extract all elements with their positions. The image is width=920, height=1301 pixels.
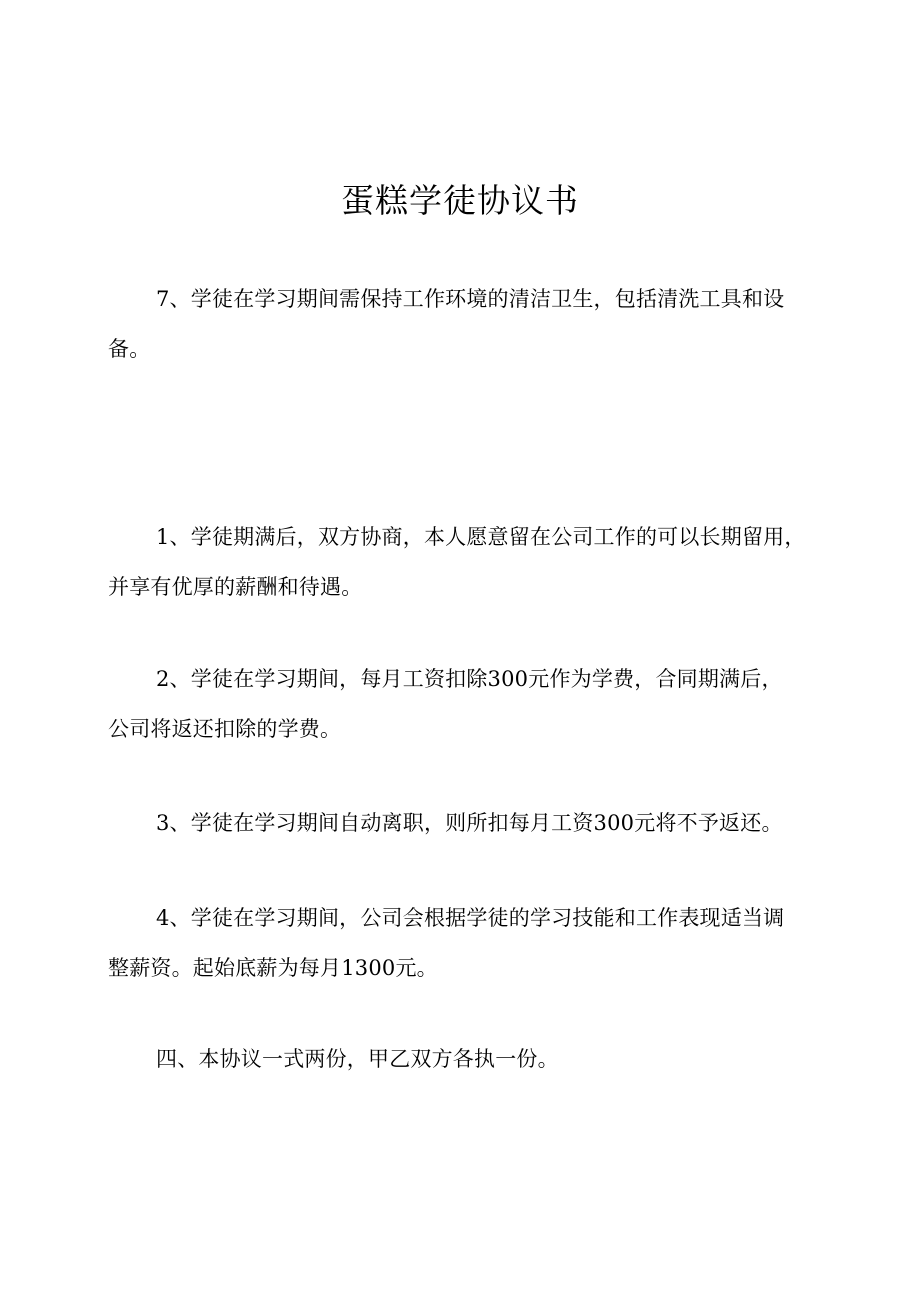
clause-line: 备。	[108, 337, 151, 361]
clause-line: 公司将返还扣除的学费。	[108, 717, 342, 741]
clause-paragraph	[108, 512, 808, 612]
clause-line: 1、学徒期满后，双方协商，本人愿意留在公司工作的可以长期留用，	[156, 525, 806, 549]
clause-line: 3、学徒在学习期间自动离职，则所扣每月工资300元将不予返还。	[156, 811, 783, 835]
document-title: 蛋糕学徒协议书	[341, 181, 579, 220]
clause-line: 整薪资。起始底薪为每月1300元。	[108, 956, 438, 980]
clause-line: 并享有优厚的薪酬和待遇。	[108, 575, 363, 599]
clause-line: 4、学徒在学习期间，公司会根据学徒的学习技能和工作表现适当调	[156, 906, 785, 930]
clause-line: 2、学徒在学习期间，每月工资扣除300元作为学费，合同期满后，	[156, 667, 783, 691]
clause-paragraph	[108, 274, 808, 374]
clause-paragraph	[108, 654, 808, 754]
clause-paragraph	[108, 893, 808, 993]
clause-line: 四、本协议一式两份，甲乙双方各执一份。	[156, 1047, 559, 1071]
clause-paragraph	[108, 798, 808, 848]
clause-paragraph	[108, 1034, 808, 1084]
clause-line: 7、学徒在学习期间需保持工作环境的清洁卫生，包括清洗工具和设	[156, 287, 785, 311]
